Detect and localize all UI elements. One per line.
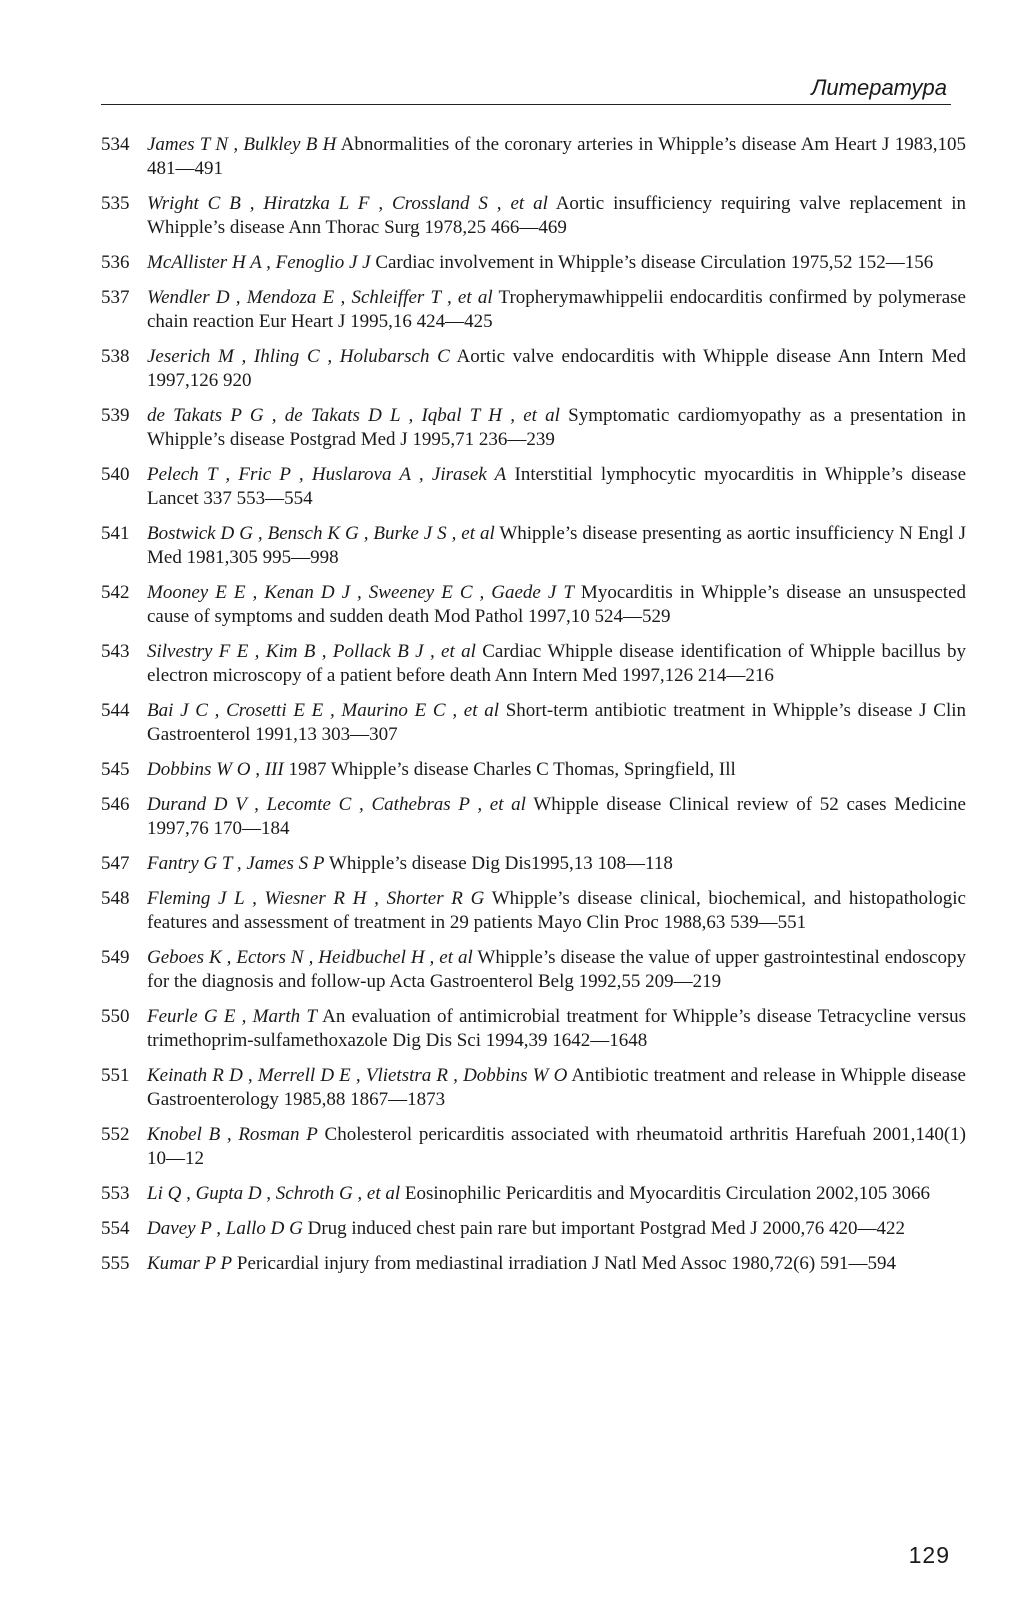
reference-number: 541 [101, 523, 130, 544]
reference-number: 553 [101, 1183, 130, 1204]
reference-text: Myocarditis in Whipple’s disease an unsuspected cause of symptoms and sudden death Mod Pathol 1997,10 524—529 [147, 582, 967, 627]
reference-authors: de Takats P G , de Takats D L , Iqbal T H , et al [147, 405, 560, 426]
reference-authors: McAllister H A , Fenoglio J J [147, 252, 371, 273]
reference-list [101, 133, 966, 1287]
running-header [101, 74, 951, 105]
reference-number: 549 [101, 947, 130, 968]
reference-number: 537 [101, 287, 130, 308]
reference-text: 1987 Whipple’s disease Charles C Thomas, Springfield, Ill [288, 759, 736, 780]
reference-entry [101, 640, 966, 688]
reference-number: 544 [101, 700, 130, 721]
reference-text: Cholesterol pericarditis associated with rheumatoid arthritis Harefuah 2001,140(1) 10—12 [147, 1124, 967, 1169]
reference-text: Symptomatic cardiomyopathy as a presentation in Whipple’s disease Postgrad Med J 1995,71 236—239 [147, 405, 966, 450]
reference-text: Aortic insufficiency requiring valve replacement in Whipple’s disease Ann Thorac Surg 1978,25 466—469 [147, 193, 966, 238]
reference-text: Whipple’s disease Dig Dis1995,13 108—118 [328, 853, 673, 874]
reference-authors: Durand D V , Lecomte C , Cathebras P , et al [147, 794, 526, 815]
reference-authors: Wendler D , Mendoza E , Schleiffer T , et al [147, 287, 493, 308]
reference-number: 543 [101, 641, 130, 662]
reference-number: 545 [101, 759, 130, 780]
reference-authors: Kumar P P [147, 1253, 233, 1274]
reference-number: 551 [101, 1065, 130, 1086]
reference-authors: Feurle G E , Marth T [147, 1006, 317, 1027]
reference-entry [101, 1182, 966, 1206]
reference-entry [101, 463, 966, 511]
reference-entry [101, 522, 966, 570]
reference-authors: Bostwick D G , Bensch K G , Burke J S , et al [147, 523, 495, 544]
reference-entry [101, 1252, 966, 1276]
reference-authors: Li Q , Gupta D , Schroth G , et al [147, 1183, 401, 1204]
reference-entry [101, 251, 966, 275]
reference-number: 539 [101, 405, 130, 426]
reference-text: Whipple’s disease clinical, biochemical, and histopathologic features and assessment of treatment in 29 patients Mayo Clin Proc 1988,63 539—551 [147, 888, 966, 933]
reference-text: Whipple’s disease presenting as aortic insufficiency N Engl J Med 1981,305 995—998 [147, 523, 966, 568]
reference-number: 534 [101, 134, 130, 155]
reference-text: An evaluation of antimicrobial treatment for Whipple’s disease Tetracycline versus trimethoprim-sulfamethoxazole Dig Dis Sci 1994,39 1642—1648 [147, 1006, 967, 1051]
reference-entry [101, 404, 966, 452]
reference-entry [101, 133, 966, 181]
reference-entry [101, 1217, 966, 1241]
reference-text: Whipple disease Clinical review of 52 cases Medicine 1997,76 170—184 [147, 794, 966, 839]
reference-authors: Fantry G T , James S P [147, 853, 325, 874]
reference-authors: Keinath R D , Merrell D E , Vlietstra R , Dobbins W O [147, 1065, 568, 1086]
reference-authors: Jeserich M , Ihling C , Holubarsch C [147, 346, 450, 367]
reference-text: Tropherymawhippelii endocarditis confirmed by polymerase chain reaction Eur Heart J 1995,16 424—425 [147, 287, 966, 332]
reference-text: Pericardial injury from mediastinal irradiation J Natl Med Assoc 1980,72(6) 591—594 [236, 1253, 896, 1274]
reference-text: Abnormalities of the coronary arteries in Whipple’s disease Am Heart J 1983,105 481—491 [147, 134, 967, 179]
reference-number: 536 [101, 252, 130, 273]
reference-number: 540 [101, 464, 130, 485]
reference-number: 550 [101, 1006, 130, 1027]
reference-text: Whipple’s disease the value of upper gastrointestinal endoscopy for the diagnosis and follow-up Acta Gastroenterol Belg 1992,55 209—219 [147, 947, 966, 992]
reference-text: Eosinophilic Pericarditis and Myocarditis Circulation 2002,105 3066 [404, 1183, 930, 1204]
reference-authors: Pelech T , Fric P , Huslarova A , Jirasek A [147, 464, 507, 485]
page-number: 129 [908, 1542, 950, 1568]
reference-number: 547 [101, 853, 130, 874]
reference-entry [101, 345, 966, 393]
reference-entry [101, 758, 966, 782]
reference-authors: Silvestry F E , Kim B , Pollack B J , et al [147, 641, 476, 662]
reference-authors: Wright C B , Hiratzka L F , Crossland S , et al [147, 193, 548, 214]
reference-entry [101, 1064, 966, 1112]
reference-authors: Davey P , Lallo D G [147, 1218, 303, 1239]
reference-text: Short-term antibiotic treatment in Whipple’s disease J Clin Gastroenterol 1991,13 303—307 [147, 700, 967, 745]
reference-number: 542 [101, 582, 130, 603]
reference-entry [101, 946, 966, 994]
reference-text: Drug induced chest pain rare but important Postgrad Med J 2000,76 420—422 [307, 1218, 905, 1239]
reference-text: Interstitial lymphocytic myocarditis in Whipple’s disease Lancet 337 553—554 [147, 464, 967, 509]
reference-text: Aortic valve endocarditis with Whipple disease Ann Intern Med 1997,126 920 [147, 346, 967, 391]
reference-entry [101, 1005, 966, 1053]
reference-entry [101, 699, 966, 747]
reference-number: 555 [101, 1253, 130, 1274]
reference-text: Cardiac Whipple disease identification of Whipple bacillus by electron microscopy of a patient before death Ann Intern Med 1997,126 214—216 [147, 641, 967, 686]
reference-entry [101, 793, 966, 841]
reference-authors: Mooney E E , Kenan D J , Sweeney E C , Gaede J T [147, 582, 574, 603]
reference-number: 554 [101, 1218, 130, 1239]
reference-entry [101, 581, 966, 629]
reference-authors: Dobbins W O , III [147, 759, 284, 780]
reference-entry [101, 286, 966, 334]
reference-number: 552 [101, 1124, 130, 1145]
reference-authors: Fleming J L , Wiesner R H , Shorter R G [147, 888, 485, 909]
reference-entry [101, 1123, 966, 1171]
reference-authors: Knobel B , Rosman P [147, 1124, 318, 1145]
reference-text: Cardiac involvement in Whipple’s disease Circulation 1975,52 152—156 [375, 252, 934, 273]
reference-number: 538 [101, 346, 130, 367]
reference-text: Antibiotic treatment and release in Whipple disease Gastroenterology 1985,88 1867—1873 [147, 1065, 966, 1110]
reference-number: 548 [101, 888, 130, 909]
reference-entry [101, 852, 966, 876]
reference-authors: Geboes K , Ectors N , Heidbuchel H , et al [147, 947, 473, 968]
reference-entry [101, 192, 966, 240]
reference-authors: Bai J C , Crosetti E E , Maurino E C , et al [147, 700, 499, 721]
reference-authors: James T N , Bulkley B H [147, 134, 337, 155]
reference-entry [101, 887, 966, 935]
section-title: Литература [811, 75, 947, 100]
reference-number: 546 [101, 794, 130, 815]
reference-number: 535 [101, 193, 130, 214]
